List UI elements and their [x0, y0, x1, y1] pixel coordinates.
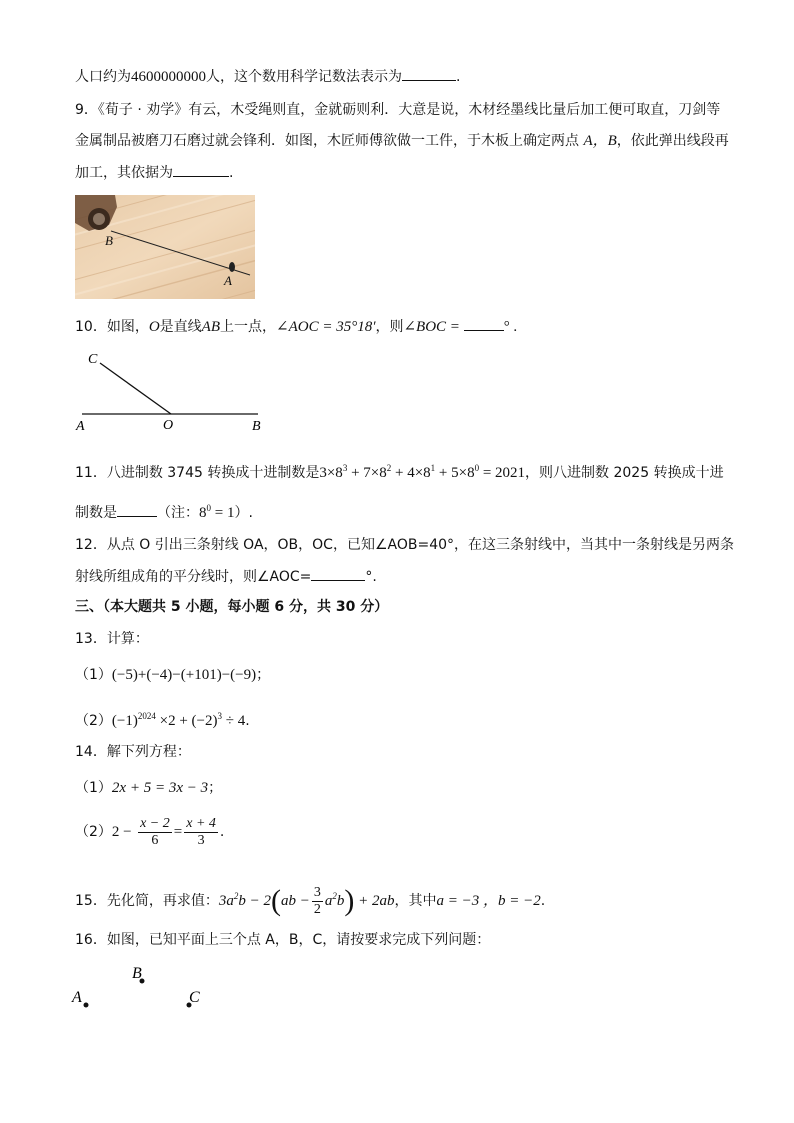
q15-end: .: [540, 893, 546, 909]
q13-p2-label: （2）: [75, 713, 112, 729]
q10-angle-boc: ∠BOC =: [403, 319, 464, 335]
q9-line3-end: .: [229, 165, 234, 181]
q12-text: 射线所组成角的平分线时，则∠AOC=: [75, 569, 312, 585]
q11-note-expr: $8^0 = 1$: [199, 503, 235, 521]
intro-text-b: 人，这个数用科学记数法表示为: [206, 69, 402, 85]
q15-frac-den: 2: [313, 901, 321, 917]
q10-text: 10．如图，: [75, 319, 149, 335]
q10-point-o: O: [148, 319, 160, 335]
q13-p1-end: ；: [256, 667, 271, 683]
q15-paren-close: ): [344, 884, 355, 917]
q15-expr-a: $3a^2b - 2$: [218, 891, 271, 909]
q10-answer-blank: [464, 316, 504, 331]
q15-line: [75, 878, 545, 919]
q14-frac2-den: 3: [197, 832, 205, 848]
photo-label-b: B: [105, 233, 113, 248]
label-point-b: B: [132, 965, 142, 982]
intro-end: .: [456, 69, 461, 85]
q11-line1: [75, 458, 724, 483]
q12-line2: [75, 566, 377, 587]
q14-frac1-den: 6: [151, 832, 159, 848]
ray-oc: [100, 363, 171, 414]
q12-answer-blank: [311, 566, 365, 581]
q9-line2-end: ，依此弹出线段再: [616, 133, 729, 149]
q14-p2-end: .: [219, 824, 225, 840]
label-a: A: [76, 419, 85, 434]
q10-angle-aoc: ∠AOC = 35°18′: [276, 319, 376, 335]
q15-expr-c: $a^2b$: [324, 891, 345, 909]
q14-frac2-num: x + 4: [186, 815, 216, 831]
q11-answer-blank: [117, 502, 157, 517]
label-point-c: C: [189, 989, 200, 1006]
q15-values: a = −3 ，b = −2: [436, 893, 541, 909]
q14-part1: [75, 778, 222, 798]
q11-text-a: 11．八进制数 3745 转换成十进制数是: [75, 465, 320, 481]
q16-figure: [70, 958, 220, 1018]
q14-fraction-2: [184, 816, 218, 849]
wood-board-photo: [75, 195, 255, 299]
q14-p2-prefix: 2 −: [111, 824, 132, 840]
intro-value: 4600000000: [131, 69, 206, 85]
q14-p1-expr: 2x + 5 = 3x − 3: [111, 780, 209, 796]
q14-frac1-num: x − 2: [140, 815, 170, 831]
q9-line2: [75, 131, 729, 151]
intro-line: [75, 66, 460, 87]
q11-note: （注：: [157, 505, 199, 521]
q14-p2-label: （2）: [75, 824, 112, 840]
q14-fraction-1: [138, 816, 172, 849]
q15-text2: ，其中: [394, 893, 437, 909]
q9-answer-blank: [173, 162, 229, 177]
q9-line3: [75, 162, 233, 183]
q10-line-ab: AB: [201, 319, 220, 335]
label-b: B: [252, 419, 261, 434]
label-o: O: [163, 418, 174, 433]
q12-end: °.: [365, 569, 377, 585]
q10-line: [75, 316, 517, 337]
q11-text-b: ，则八进制数 2025 转换成十进: [525, 465, 724, 481]
q11-line2: [75, 498, 253, 523]
q10-text4: ，则: [375, 319, 404, 335]
label-c: C: [88, 352, 98, 367]
q11-expression: $3\times 8^3 + 7\times 8^2 + 4\times 8^1 + 5\times 8^0 = 2021$: [319, 463, 526, 481]
q9-points: A，B: [583, 133, 617, 149]
q15-expr-d: + 2ab: [354, 893, 395, 909]
q13-p1-expr: (−5)+(−4)−(+101)−(−9): [111, 667, 257, 683]
intro-text-a: 人口约为: [75, 69, 131, 85]
q14-part2: [75, 814, 224, 850]
q14-p1-end: ；: [208, 780, 223, 796]
q10-text3: 上一点，: [220, 319, 276, 335]
q10-figure: [70, 345, 270, 435]
q13-p1-label: （1）: [75, 667, 112, 683]
q10-text2: 是直线: [159, 319, 202, 335]
answer-blank: [402, 66, 456, 81]
q12-line1: 12．从点 O 引出三条射线 OA，OB，OC，已知∠AOB=40°，在这三条射线中，当其中一条射线是另两条: [75, 537, 735, 553]
q9-line2-text: 金属制品被磨刀石磨过就会锋利．如图，木匠师傅欲做一工件，于木板上确定两点: [75, 133, 579, 149]
q14-title: 14．解下列方程：: [75, 744, 191, 760]
q13-p2-expr: $(-1)^{2024} \times 2 + (-2)^3 \div 4$: [111, 711, 246, 729]
q9-line3-text: 加工，其依据为: [75, 165, 173, 181]
q15-expr-b: ab −: [280, 893, 310, 909]
q13-p2-end: .: [245, 713, 250, 729]
q13-part2: [75, 706, 250, 731]
wood-board-image: [75, 195, 255, 299]
q15-text: 15．先化简，再求值：: [75, 893, 219, 909]
q9-line1: 9．《荀子 · 劝学》有云，木受绳则直，金就砺则利．大意是说，木材经墨线比量后加工便可取直，刀剑等: [75, 102, 721, 118]
q13-title: 13．计算：: [75, 631, 149, 647]
q14-equals: =: [173, 824, 183, 840]
q13-part1: [75, 665, 270, 685]
q15-fraction: [312, 885, 323, 918]
q10-end: ° .: [503, 319, 518, 335]
q11-text-c: 制数是: [75, 505, 117, 521]
label-point-a: A: [72, 989, 82, 1006]
photo-label-a: A: [224, 273, 232, 288]
q14-p1-label: （1）: [75, 780, 112, 796]
section-3-heading: 三、（本大题共 5 小题，每小题 6 分，共 30 分）: [75, 599, 389, 615]
q16-line: 16．如图，已知平面上三个点 A，B，C，请按要求完成下列问题：: [75, 932, 491, 948]
q15-paren-open: (: [270, 884, 281, 917]
point-a: [84, 1003, 89, 1008]
q15-frac-num: 3: [313, 884, 321, 900]
q11-end: ）.: [234, 505, 253, 521]
